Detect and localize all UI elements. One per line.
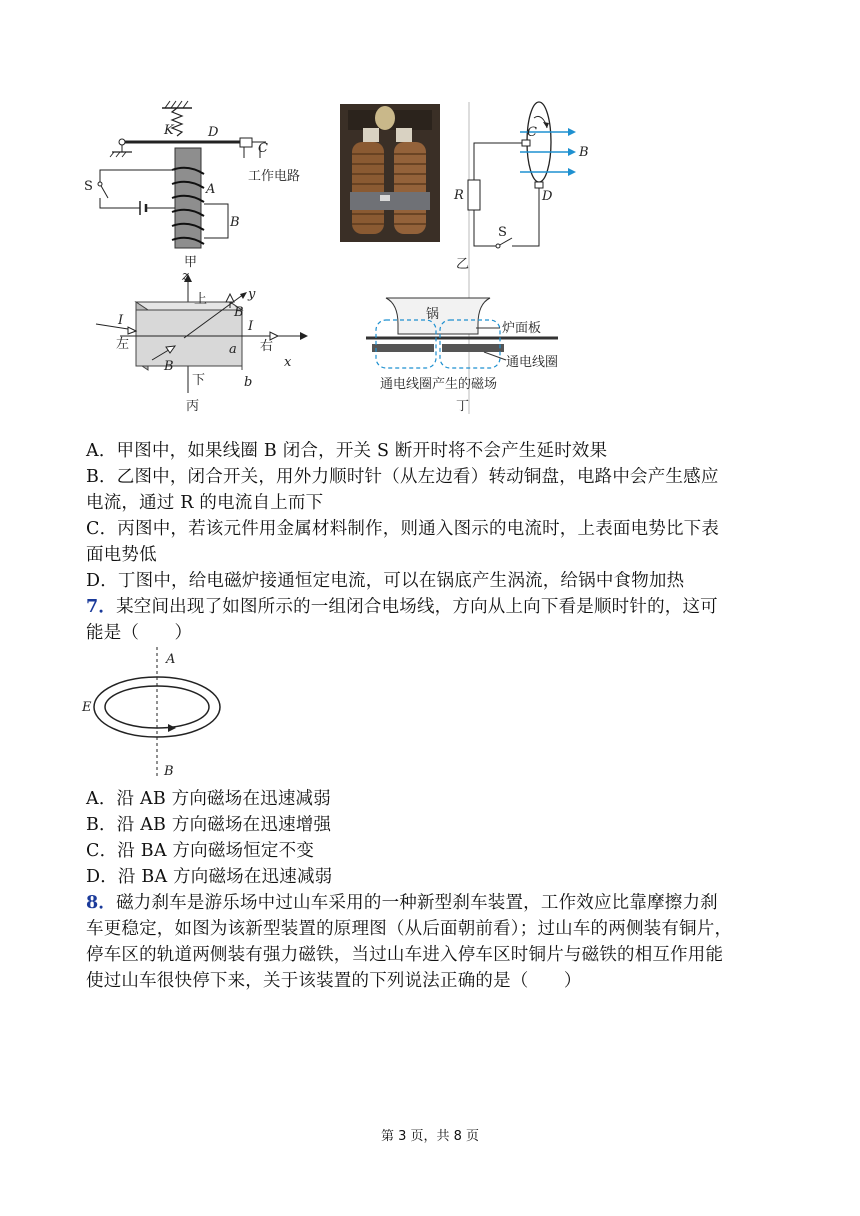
caption-ding: 丁 <box>456 399 470 414</box>
label-K: K <box>164 123 174 138</box>
q8-line1 <box>86 890 718 916</box>
label-B-bottom: B <box>164 359 174 374</box>
caption-yi: 乙 <box>456 257 470 272</box>
panel-jia <box>84 101 300 270</box>
label-B-q7: B <box>164 764 174 779</box>
q7-option-c: C．沿 BA 方向磁场恒定不变 <box>86 841 315 861</box>
q7-option-a: A．沿 AB 方向磁场在迅速减弱 <box>86 789 331 809</box>
label-I-right: I <box>248 319 254 334</box>
q7-stem-line2: 能是（ ） <box>86 623 193 643</box>
q7-number: 7． <box>86 597 117 617</box>
label-coil: 通电线圈 <box>506 355 559 370</box>
q6-option-d: D．丁图中，给电磁炉接通恒定电流，可以在锅底产生涡流，给锅中食物加热 <box>86 571 685 591</box>
label-B-yi: B <box>579 145 589 160</box>
q8-text-line1: 磁力刹车是游乐场中过山车采用的一种新型刹车装置，工作效应比靠摩擦力刹 <box>116 893 718 913</box>
label-S-yi: S <box>498 225 507 240</box>
q6-option-b-line1: B．乙图中，闭合开关，用外力顺时针（从左边看）转动铜盘，电路中会产生感应 <box>86 467 719 487</box>
label-R-yi: R <box>454 188 464 203</box>
q8-line2: 车更稳定，如图为该新型装置的原理图（从后面朝前看）；过山车的两侧装有铜片， <box>86 919 733 939</box>
panel-bing <box>96 269 308 414</box>
label-panel: 炉面板 <box>502 321 542 336</box>
panel-ding <box>366 298 558 414</box>
label-left: 左 <box>116 337 130 352</box>
label-A: A <box>206 182 216 197</box>
q7-stem-line1 <box>86 594 718 620</box>
q6-option-a: A．甲图中，如果线圈 B 闭合，开关 S 断开时将不会产生延时效果 <box>86 441 608 461</box>
q7-field-figure <box>80 645 230 780</box>
label-x: x <box>284 355 292 370</box>
label-a: a <box>229 342 237 357</box>
label-B-top: B <box>234 305 244 320</box>
q7-stem-text: 某空间出现了如图所示的一组闭合电场线，方向从上向下看是顺时针的，这可 <box>116 597 718 617</box>
label-B: B <box>230 215 240 230</box>
label-z: z <box>182 269 189 284</box>
caption-bing: 丙 <box>186 399 200 414</box>
figure-four-panels <box>80 98 600 418</box>
q8-line4: 使过山车很快停下来，关于该装置的下列说法正确的是（ ） <box>86 971 582 991</box>
q8-line3: 停车区的轨道两侧装有强力磁铁，当过山车进入停车区时铜片与磁铁的相互作用能 <box>86 945 724 965</box>
label-D: D <box>208 125 219 140</box>
label-right: 右 <box>260 339 274 354</box>
label-up: 上 <box>194 292 208 307</box>
q8-number: 8． <box>86 893 117 913</box>
page-footer: 第 3 页，共 8 页 <box>380 1129 480 1144</box>
label-field: 通电线圈产生的磁场 <box>380 377 498 392</box>
label-D-yi: D <box>542 189 553 204</box>
label-pot: 锅 <box>426 307 440 322</box>
q7-option-d: D．沿 BA 方向磁场在迅速减弱 <box>86 867 333 887</box>
label-b: b <box>244 375 253 390</box>
q6-option-c-line2: 面电势低 <box>86 545 157 565</box>
label-down: 下 <box>192 373 206 388</box>
q6-option-c-line1: C．丙图中，若该元件用金属材料制作，则通入图示的电流时，上表面电势比下表 <box>86 519 720 539</box>
caption-jia: 甲 <box>184 255 198 270</box>
label-I-left: I <box>118 313 124 328</box>
label-y: y <box>248 287 256 302</box>
label-S: S <box>84 179 93 194</box>
label-E-q7: E <box>82 700 92 715</box>
q7-option-b: B．沿 AB 方向磁场在迅速增强 <box>86 815 332 835</box>
label-work-circuit: 工作电路 <box>248 169 301 184</box>
label-C: C <box>258 141 268 156</box>
q6-option-b-line2: 电流，通过 R 的电流自上而下 <box>86 493 324 513</box>
label-C-yi: C <box>527 125 537 140</box>
label-A-q7: A <box>166 652 176 667</box>
